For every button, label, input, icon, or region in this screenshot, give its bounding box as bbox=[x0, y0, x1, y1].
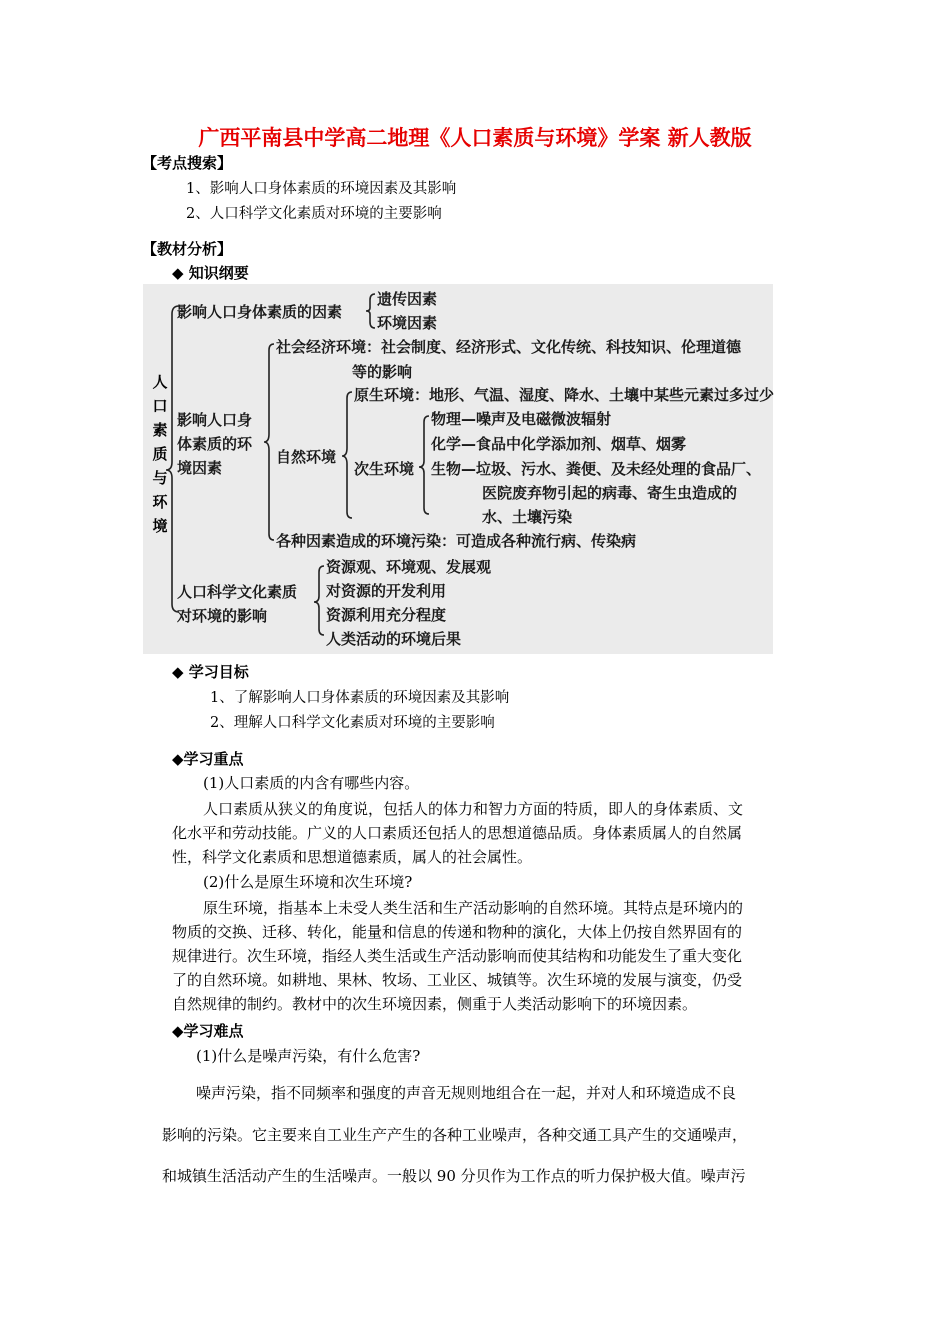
secondary-env-label: 次生环境 bbox=[354, 460, 415, 478]
focus-question-1: (1)人口素质的内含有哪些内容。 bbox=[203, 774, 420, 792]
social-env-line1: 社会经济环境：社会制度、经济形式、文化传统、科技知识、伦理道德 bbox=[276, 338, 742, 356]
difficulty-answer-line: 和城镇生活活动产生的生活噪声。一般以 90 分贝作为工作点的听力保护极大值。噪声污 bbox=[162, 1167, 746, 1185]
secondary-brace bbox=[419, 416, 429, 514]
section-heading-kaodian: 【考点搜索】 bbox=[142, 154, 233, 172]
difficulty-answer-line: 影响的污染。它主要来自工业生产产生的各种工业噪声，各种交通工具产生的交通噪声， bbox=[162, 1126, 748, 1144]
primary-env: 原生环境：地形、气温、湿度、降水、土壤中某些元素过多过少 bbox=[354, 386, 775, 404]
focus-answer-2-line: 了的自然环境。如耕地、果林、牧场、工业区、城镇等。次生环境的发展与演变，仍受 bbox=[172, 971, 743, 989]
kaodian-item-1: 1、影响人口身体素质的环境因素及其影响 bbox=[186, 181, 457, 197]
b3-label bbox=[177, 580, 297, 628]
b3-label-line: 人口科学文化素质 bbox=[177, 583, 298, 601]
focus-answer-2-line: 自然规律的制约。教材中的次生环境因素，侧重于人类活动影响下的环境因素。 bbox=[172, 995, 698, 1013]
b3-child: 对资源的开发利用 bbox=[326, 582, 447, 600]
outline-heading: ◆ 知识纲要 bbox=[172, 264, 249, 282]
diagram-root-label: 人口素质与环境 bbox=[152, 373, 168, 535]
b3-child: 资源观、环境观、发展观 bbox=[326, 558, 492, 576]
secondary-biology-line2: 医院废弃物引起的病毒、寄生虫造成的 bbox=[482, 484, 738, 502]
focus-answer-1-line: 人口素质从狭义的角度说，包括人的体力和智力方面的特质，即人的身体素质、文 bbox=[203, 800, 744, 818]
section-heading-jiaocai: 【教材分析】 bbox=[142, 240, 233, 258]
secondary-biology-line3: 水、土壤污染 bbox=[482, 508, 573, 526]
goals-heading: ◆ 学习目标 bbox=[172, 663, 249, 681]
b3-brace bbox=[314, 566, 324, 635]
b2-label-line: 体素质的环 bbox=[177, 435, 253, 453]
focus-answer-1-line: 化水平和劳动技能。广义的人口素质还包括人的思想道德品质。身体素质属人的自然属 bbox=[172, 824, 743, 842]
b2-brace bbox=[264, 344, 274, 540]
secondary-physics: 物理—噪声及电磁微波辐射 bbox=[431, 410, 612, 428]
goal-item-1: 1、了解影响人口身体素质的环境因素及其影响 bbox=[210, 690, 510, 706]
b1-label: 影响人口身体素质的因素 bbox=[177, 303, 343, 321]
kaodian-item-2: 2、人口科学文化素质对环境的主要影响 bbox=[186, 206, 442, 222]
b1-child-genetic: 遗传因素 bbox=[377, 290, 438, 308]
page-title: 广西平南县中学高二地理《人口素质与环境》学案 新人教版 bbox=[198, 125, 752, 150]
b2-label bbox=[177, 408, 252, 480]
b3-child: 人类活动的环境后果 bbox=[326, 630, 462, 648]
natural-brace bbox=[342, 392, 352, 518]
focus-answer-2-line: 原生环境，指基本上未受人类生活和生产活动影响的自然环境。其特点是环境内的 bbox=[203, 899, 744, 917]
focus-heading: ◆学习重点 bbox=[172, 750, 244, 768]
focus-question-2: (2)什么是原生环境和次生环境? bbox=[203, 873, 413, 891]
b2-label-line: 境因素 bbox=[177, 459, 223, 477]
knowledge-outline-diagram bbox=[143, 284, 773, 654]
focus-answer-2-line: 规律进行。次生环境，指经人类生活或生产活动影响而使其结构和功能发生了重大变化 bbox=[172, 947, 743, 965]
b1-child-environment: 环境因素 bbox=[377, 314, 438, 332]
b1-brace bbox=[366, 294, 375, 328]
b3-label-line: 对环境的影响 bbox=[177, 607, 268, 625]
difficulty-answer-line: 噪声污染，指不同频率和强度的声音无规则地组合在一起，并对人和环境造成不良 bbox=[196, 1084, 737, 1102]
focus-answer-1-line: 性，科学文化素质和思想道德素质，属人的社会属性。 bbox=[172, 848, 533, 866]
difficulty-question-1: (1)什么是噪声污染，有什么危害? bbox=[196, 1047, 421, 1065]
secondary-chemistry: 化学—食品中化学添加剂、烟草、烟雾 bbox=[431, 435, 687, 453]
social-env-line2: 等的影响 bbox=[352, 363, 413, 381]
goal-item-2: 2、理解人口科学文化素质对环境的主要影响 bbox=[210, 715, 495, 731]
b2-label-line: 影响人口身 bbox=[177, 411, 253, 429]
pollution-line: 各种因素造成的环境污染：可造成各种流行病、传染病 bbox=[276, 532, 637, 550]
secondary-biology-line1: 生物—垃圾、污水、粪便、及未经处理的食品厂、 bbox=[431, 460, 762, 478]
focus-answer-2-line: 物质的交换、迁移、转化，能量和信息的传递和物种的演化，大体上仍按自然界固有的 bbox=[172, 923, 743, 941]
b3-child: 资源利用充分程度 bbox=[326, 606, 447, 624]
natural-env-label: 自然环境 bbox=[276, 448, 337, 466]
difficulty-heading: ◆学习难点 bbox=[172, 1022, 244, 1040]
